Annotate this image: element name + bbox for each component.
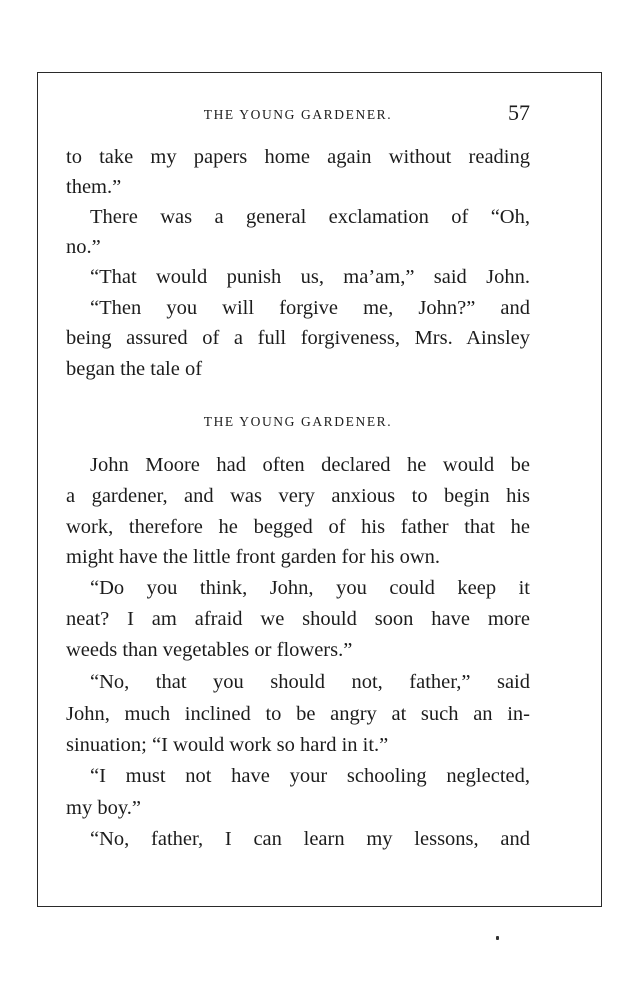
text-line: “Then you will forgive me, John?” and — [90, 297, 530, 319]
text-line: them.” — [66, 176, 122, 198]
text-line: being assured of a full forgiveness, Mrs. Ainsley — [66, 327, 530, 349]
running-title: THE YOUNG GARDENER. — [203, 107, 393, 122]
text-line: a gardener, and was very anxious to begin his — [66, 485, 530, 507]
text-line: work, therefore he begged of his father that he — [66, 516, 530, 538]
text-line: “No, father, I can learn my lessons, and — [90, 828, 530, 850]
ink-speck — [496, 936, 499, 940]
text-line: “That would punish us, ma’am,” said John. — [90, 266, 530, 288]
section-heading: THE YOUNG GARDENER. — [203, 414, 393, 429]
text-line: John Moore had often declared he would be — [90, 454, 530, 476]
text-line: John, much inclined to be angry at such an in- — [66, 703, 530, 725]
text-line: no.” — [66, 236, 101, 258]
text-line: began the tale of — [66, 358, 203, 380]
text-line: might have the little front garden for his own. — [66, 546, 441, 568]
text-line: There was a general exclamation of “Oh, — [90, 206, 530, 228]
text-line: to take my papers home again without reading — [66, 146, 530, 168]
text-line: “Do you think, John, you could keep it — [90, 577, 530, 599]
text-line: neat? I am afraid we should soon have more — [66, 608, 530, 630]
text-line: my boy.” — [66, 797, 141, 819]
text-line: weeds than vegetables or flowers.” — [66, 639, 353, 661]
running-head — [66, 100, 530, 130]
text-line: “I must not have your schooling neglected, — [90, 765, 530, 787]
text-line: sinuation; “I would work so hard in it.” — [66, 734, 389, 756]
page-number: 57 — [508, 100, 530, 125]
text-line: “No, that you should not, father,” said — [90, 671, 530, 693]
